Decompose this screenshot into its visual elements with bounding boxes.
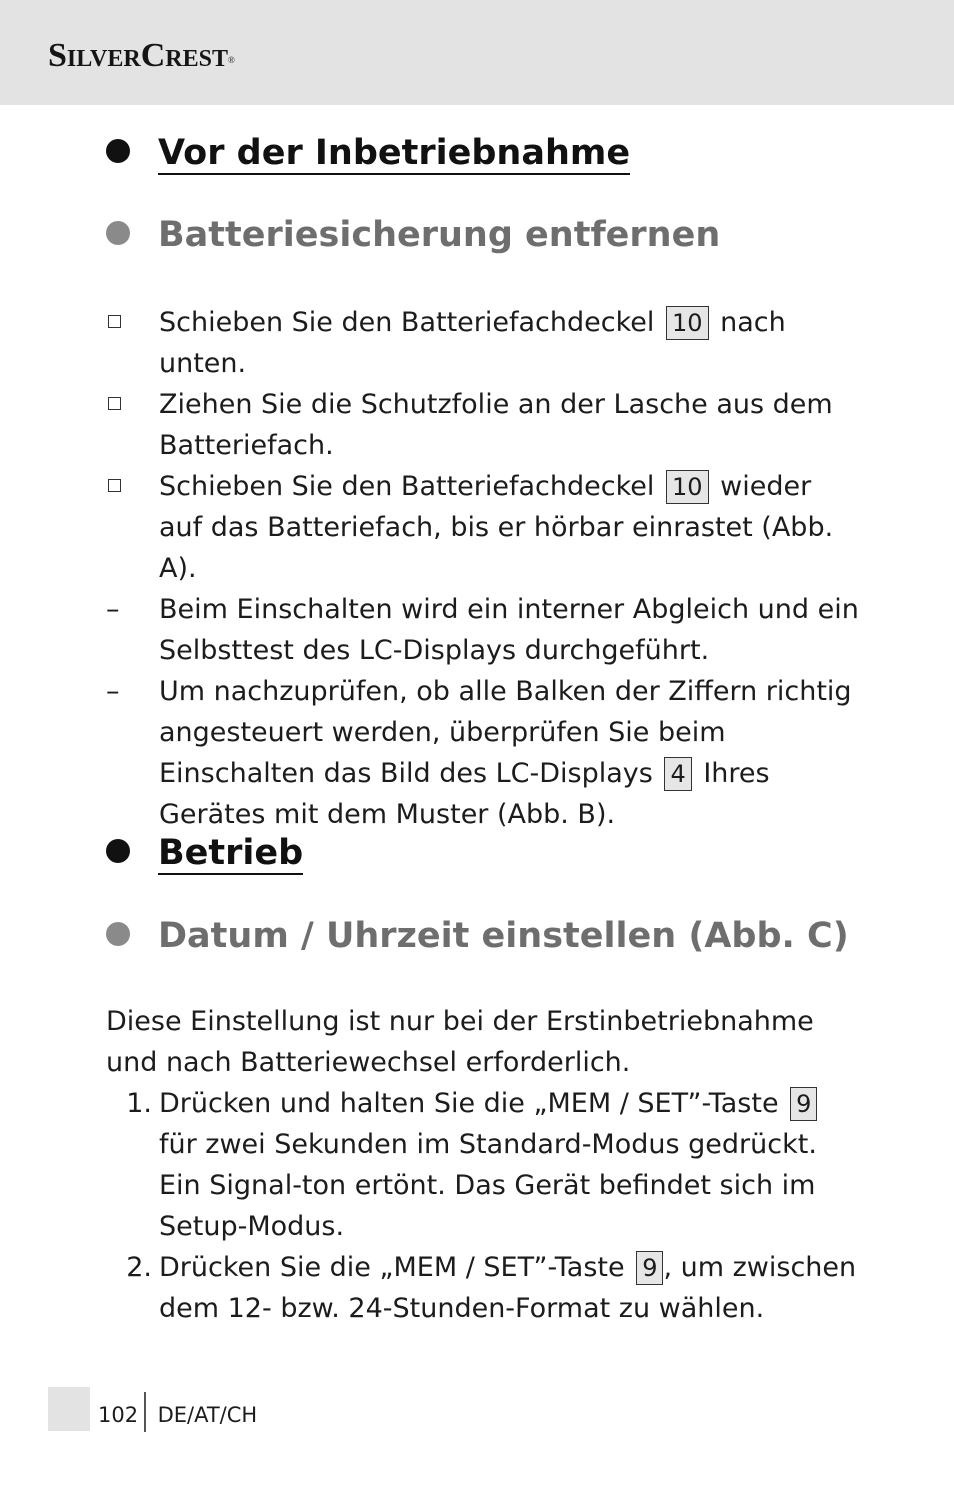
- part-reference: 10: [666, 470, 709, 504]
- footer-divider: [144, 1392, 146, 1432]
- subsection-title-date-time: Datum / Uhrzeit einstellen (Abb. C): [106, 914, 849, 958]
- checkbox-icon: [108, 479, 121, 492]
- bullet-dot-icon: [106, 839, 130, 863]
- region-label: DE/AT/CH: [157, 1403, 258, 1427]
- list-item: Ziehen Sie die Schutzfolie an der Lasche aus dem Batteriefach.: [106, 384, 859, 466]
- page-footer: [98, 1396, 257, 1436]
- list-item: – Um nachzuprüfen, ob alle Balken der Ziffern richtig angesteuert werden, überprüfen Sie beim Einschalten das Bild des LC-Displays 4 Ihres Gerätes mit dem Muster (Abb. B).: [106, 676, 852, 830]
- footer-box: [48, 1387, 90, 1431]
- bullet-dot-icon: [106, 221, 130, 245]
- section-title-operation: Betrieb: [106, 831, 303, 875]
- intro-paragraph: Diese Einstellung ist nur bei der Erstinbetriebnahme und nach Batteriewechsel erforderlich.: [106, 1006, 814, 1078]
- subsection-title-battery: Batteriesicherung entfernen: [106, 213, 720, 257]
- page-number: 102: [98, 1403, 139, 1427]
- checkbox-icon: [108, 315, 121, 328]
- part-reference: 9: [636, 1251, 663, 1285]
- bullet-dot-icon: [106, 139, 130, 163]
- section-title-before-use: Vor der Inbetriebnahme: [106, 131, 630, 175]
- part-reference: 9: [790, 1087, 817, 1121]
- numbered-step: 1. Drücken und halten Sie die „MEM / SET”-Taste 9 für zwei Sekunden im Standard-Modus gedrückt. Ein Signal-ton ertönt. Das Gerät befindet sich im Setup-Modus.: [126, 1088, 817, 1242]
- checkbox-icon: [108, 397, 121, 410]
- numbered-step: 2. Drücken Sie die „MEM / SET”-Taste 9 , um zwischen dem 12- bzw. 24-Stunden-Format zu wählen.: [126, 1252, 857, 1324]
- list-item: – Beim Einschalten wird ein interner Abgleich und ein Selbsttest des LC-Displays durchgeführt.: [106, 594, 859, 666]
- brand-logo: SilverCrest®: [48, 37, 235, 74]
- page-header: [0, 0, 954, 105]
- battery-instructions: [106, 302, 859, 835]
- list-item: Schieben Sie den Batteriefachdeckel 10 nach unten.: [106, 302, 859, 384]
- bullet-dot-icon: [106, 922, 130, 946]
- part-reference: 4: [664, 757, 691, 791]
- setup-steps: [106, 1083, 859, 1329]
- part-reference: 10: [666, 306, 709, 340]
- list-item: Schieben Sie den Batteriefachdeckel 10 wieder auf das Batteriefach, bis er hörbar einrastet (Abb. A).: [106, 466, 859, 589]
